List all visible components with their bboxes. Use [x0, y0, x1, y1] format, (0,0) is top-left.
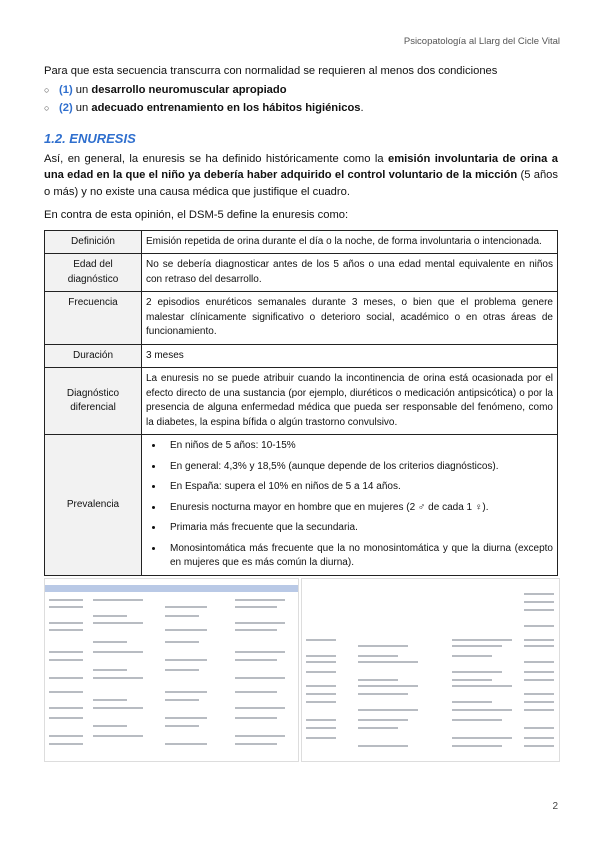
para-text-end: (5 años o más) y no existe una causa médica que justifique el cuadro. [44, 169, 558, 198]
blurred-text-line [452, 685, 512, 687]
blurred-text-line [235, 606, 277, 608]
row-label: Prevalencia [45, 435, 142, 576]
row-value [142, 435, 558, 576]
blurred-text-line [235, 622, 285, 624]
section-title: 1.2. ENURESIS [44, 130, 136, 146]
table-row [45, 292, 558, 345]
table-row [45, 435, 558, 576]
blurred-text-line [524, 727, 554, 729]
blurred-text-line [165, 659, 207, 661]
blurred-text-line [165, 669, 199, 671]
blurred-text-line [452, 639, 512, 641]
intro-paragraph: Para que esta secuencia transcurra con normalidad se requieren al menos dos condiciones [44, 65, 498, 77]
blurred-text-line [93, 651, 143, 653]
blurred-text-line [306, 685, 336, 687]
embedded-table-images [44, 578, 558, 760]
blurred-text-line [452, 709, 512, 711]
blurred-text-line [165, 615, 199, 617]
list-item: • Monosintomática más frecuente que la no monosintomática y que la diurna (excepto en mujeres que es más común la diurna). [164, 542, 553, 571]
blurred-text-line [452, 655, 492, 657]
blurred-text-line [235, 599, 285, 601]
blurred-text-line [49, 659, 83, 661]
blurred-text-line [93, 622, 143, 624]
dsm5-enuresis-table [44, 230, 558, 576]
list-item: • En España: supera el 10% en niños de 5 a 14 años. [164, 480, 553, 495]
blurred-text-line [524, 679, 554, 681]
blurred-text-line [93, 677, 143, 679]
blurred-text-line [235, 677, 285, 679]
blurred-text-line [358, 679, 398, 681]
blurred-text-line [93, 599, 143, 601]
row-label: Definición [45, 230, 142, 254]
circle-bullet-icon: ○ [44, 84, 50, 95]
row-value: 3 meses [142, 344, 558, 368]
dsm-paragraph: En contra de esta opinión, el DSM-5 define la enuresis como: [44, 209, 349, 221]
blurred-text-line [524, 661, 554, 663]
condition-number: (2) [59, 101, 73, 114]
blurred-text-line [165, 606, 207, 608]
comparison-table-image-left [44, 578, 299, 762]
blurred-text-line [524, 737, 554, 739]
blurred-text-line [358, 727, 398, 729]
blurred-text-line [524, 593, 554, 595]
blurred-text-line [165, 717, 207, 719]
blurred-text-line [358, 685, 418, 687]
blurred-text-line [165, 629, 207, 631]
blurred-text-line [165, 743, 207, 745]
blurred-text-line [452, 645, 502, 647]
table-row [45, 344, 558, 368]
list-item: • En general: 4,3% y 18,5% (aunque depende de los criterios diagnósticos). [164, 460, 553, 475]
blurred-text-line [165, 641, 199, 643]
blurred-text-line [49, 717, 83, 719]
row-label: Diagnóstico diferencial [45, 368, 142, 435]
blurred-text-line [452, 701, 492, 703]
blurred-text-line [235, 735, 285, 737]
list-item: • Primaria más frecuente que la secundaria. [164, 521, 553, 536]
blurred-text-line [524, 693, 554, 695]
blurred-text-line [49, 707, 83, 709]
blurred-text-line [306, 661, 336, 663]
blurred-text-line [306, 701, 336, 703]
para-bold: emisión involuntaria de orina a una edad en la que el niño ya debería haber adquirido el control voluntario de la micción [44, 152, 558, 181]
blurred-text-line [235, 691, 277, 693]
row-value: 2 episodios enuréticos semanales durante 3 meses, o bien que el problema genere malestar clínicamente significativo o deterioro social, académico o en otras áreas de funcionamiento. [142, 292, 558, 345]
blurred-text-line [93, 707, 143, 709]
condition-text: un [75, 101, 92, 114]
blurred-text-line [524, 709, 554, 711]
blurred-text-line [306, 639, 336, 641]
blurred-text-line [93, 735, 143, 737]
page-number: 2 [552, 801, 558, 812]
blurred-text-line [358, 655, 398, 657]
table-row [45, 230, 558, 254]
blurred-text-line [165, 725, 199, 727]
blurred-text-line [524, 671, 554, 673]
condition-bold: desarrollo neuromuscular apropiado [91, 83, 287, 96]
blurred-text-line [524, 745, 554, 747]
blurred-text-line [524, 601, 554, 603]
blurred-text-line [235, 659, 277, 661]
list-item: • Enuresis nocturna mayor en hombre que en mujeres (2 ♂ de cada 1 ♀). [164, 501, 553, 516]
blurred-text-line [165, 691, 207, 693]
blurred-text-line [93, 699, 127, 701]
blurred-text-line [452, 679, 492, 681]
blurred-text-line [93, 615, 127, 617]
comparison-table-image-right [301, 578, 560, 762]
blurred-text-line [452, 737, 512, 739]
blurred-text-line [235, 743, 277, 745]
blurred-text-line [452, 719, 502, 721]
blurred-text-line [49, 606, 83, 608]
blurred-text-line [358, 719, 408, 721]
blurred-text-line [49, 622, 83, 624]
condition-item-1 [44, 81, 558, 99]
circle-bullet-icon: ○ [44, 102, 50, 113]
condition-bold: adecuado entrenamiento en los hábitos higiénicos [91, 101, 361, 114]
blurred-text-line [524, 609, 554, 611]
table-row [45, 254, 558, 292]
blurred-text-line [306, 671, 336, 673]
blurred-text-line [306, 737, 336, 739]
blurred-text-line [452, 671, 502, 673]
row-value: Emisión repetida de orina durante el día o la noche, de forma involuntaria o intencionada. [142, 230, 558, 254]
blurred-text-line [524, 625, 554, 627]
blurred-text-line [235, 717, 277, 719]
blurred-text-line [306, 727, 336, 729]
blurred-text-line [358, 661, 418, 663]
blurred-text-line [49, 691, 83, 693]
blurred-text-line [524, 645, 554, 647]
prevalence-list [146, 439, 553, 571]
blurred-text-line [49, 743, 83, 745]
condition-end: . [360, 101, 364, 114]
blurred-text-line [524, 701, 554, 703]
blurred-text-line [49, 629, 83, 631]
blurred-text-line [49, 599, 83, 601]
blurred-text-line [235, 707, 285, 709]
blurred-text-line [49, 735, 83, 737]
blurred-text-line [358, 645, 408, 647]
blurred-text-line [358, 693, 408, 695]
row-label: Edad del diagnóstico [45, 254, 142, 292]
blurred-text-line [358, 745, 408, 747]
blurred-text-line [49, 677, 83, 679]
blurred-text-line [358, 709, 418, 711]
condition-text: un [75, 83, 92, 96]
condition-item-2 [44, 99, 558, 117]
blurred-text-line [165, 699, 199, 701]
blurred-text-line [306, 719, 336, 721]
running-header: Psicopatología al Llarg del Cicle Vital [403, 36, 560, 47]
blurred-text-line [93, 641, 127, 643]
para-text: Así, en general, la enuresis se ha definido históricamente como la [44, 152, 388, 165]
page-content [44, 63, 558, 576]
blurred-text-line [93, 725, 127, 727]
list-item: • En niños de 5 años: 10-15% [164, 439, 553, 454]
row-value: No se debería diagnosticar antes de los 5 años o una edad mental equivalente en niños con retraso del desarrollo. [142, 254, 558, 292]
blurred-text-line [306, 693, 336, 695]
blurred-text-line [49, 651, 83, 653]
table-row [45, 368, 558, 435]
blurred-text-line [524, 639, 554, 641]
condition-number: (1) [59, 83, 73, 96]
blurred-text-line [235, 651, 285, 653]
definition-paragraph [44, 151, 558, 201]
row-label: Frecuencia [45, 292, 142, 345]
row-value: La enuresis no se puede atribuir cuando la incontinencia de orina está ocasionada por el efecto directo de una sustancia (por ejemplo, diuréticos o medicación antipsicótica) o por la presencia de alguna enfermedad médica que pueda ser responsable del fenómeno, como la diabetes, la espina bífida o algún trastorno convulsivo. [142, 368, 558, 435]
table-header-band [45, 585, 298, 592]
blurred-text-line [452, 745, 502, 747]
blurred-text-line [235, 629, 277, 631]
blurred-text-line [306, 655, 336, 657]
blurred-text-line [93, 669, 127, 671]
row-label: Duración [45, 344, 142, 368]
